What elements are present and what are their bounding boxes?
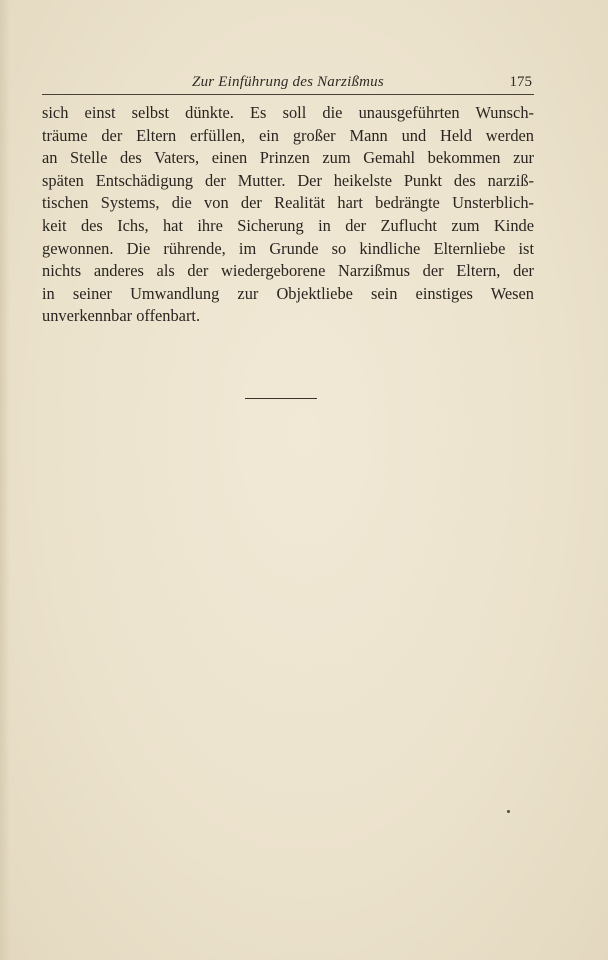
page-number: 175 (509, 74, 532, 90)
body-paragraph (42, 102, 534, 328)
text-line: sich einst selbst dünkte. Es soll die unausgeführten Wunsch- (42, 103, 534, 122)
text-line: träume der Eltern erfüllen, ein großer Mann und Held werden (42, 125, 534, 145)
running-head: Zur Einführung des Narzißmus (192, 74, 384, 90)
text-line: keit des Ichs, hat ihre Sicherung in der Zuflucht zum Kinde (42, 215, 534, 235)
text-line: späten Entschädigung der Mutter. Der heikelste Punkt des narziß- (42, 170, 534, 190)
text-line: in seiner Umwandlung zur Objektliebe sein einstiges Wesen (42, 283, 534, 303)
text-line: tischen Systems, die von der Realität hart bedrängte Unsterblich- (42, 193, 534, 213)
section-divider-rule (245, 398, 317, 399)
text-line: nichts anderes als der wiedergeborene Narzißmus der Eltern, der (42, 261, 534, 281)
text-line: gewonnen. Die rührende, im Grunde so kindliche Elternliebe ist (42, 238, 534, 258)
page-gutter-shadow (0, 0, 10, 960)
page-header (42, 72, 534, 95)
text-line-last: unverkennbar offenbart. (42, 306, 201, 326)
paper-speck (507, 810, 510, 813)
text-line: an Stelle des Vaters, einen Prinzen zum Gemahl bekommen zur (42, 148, 534, 168)
